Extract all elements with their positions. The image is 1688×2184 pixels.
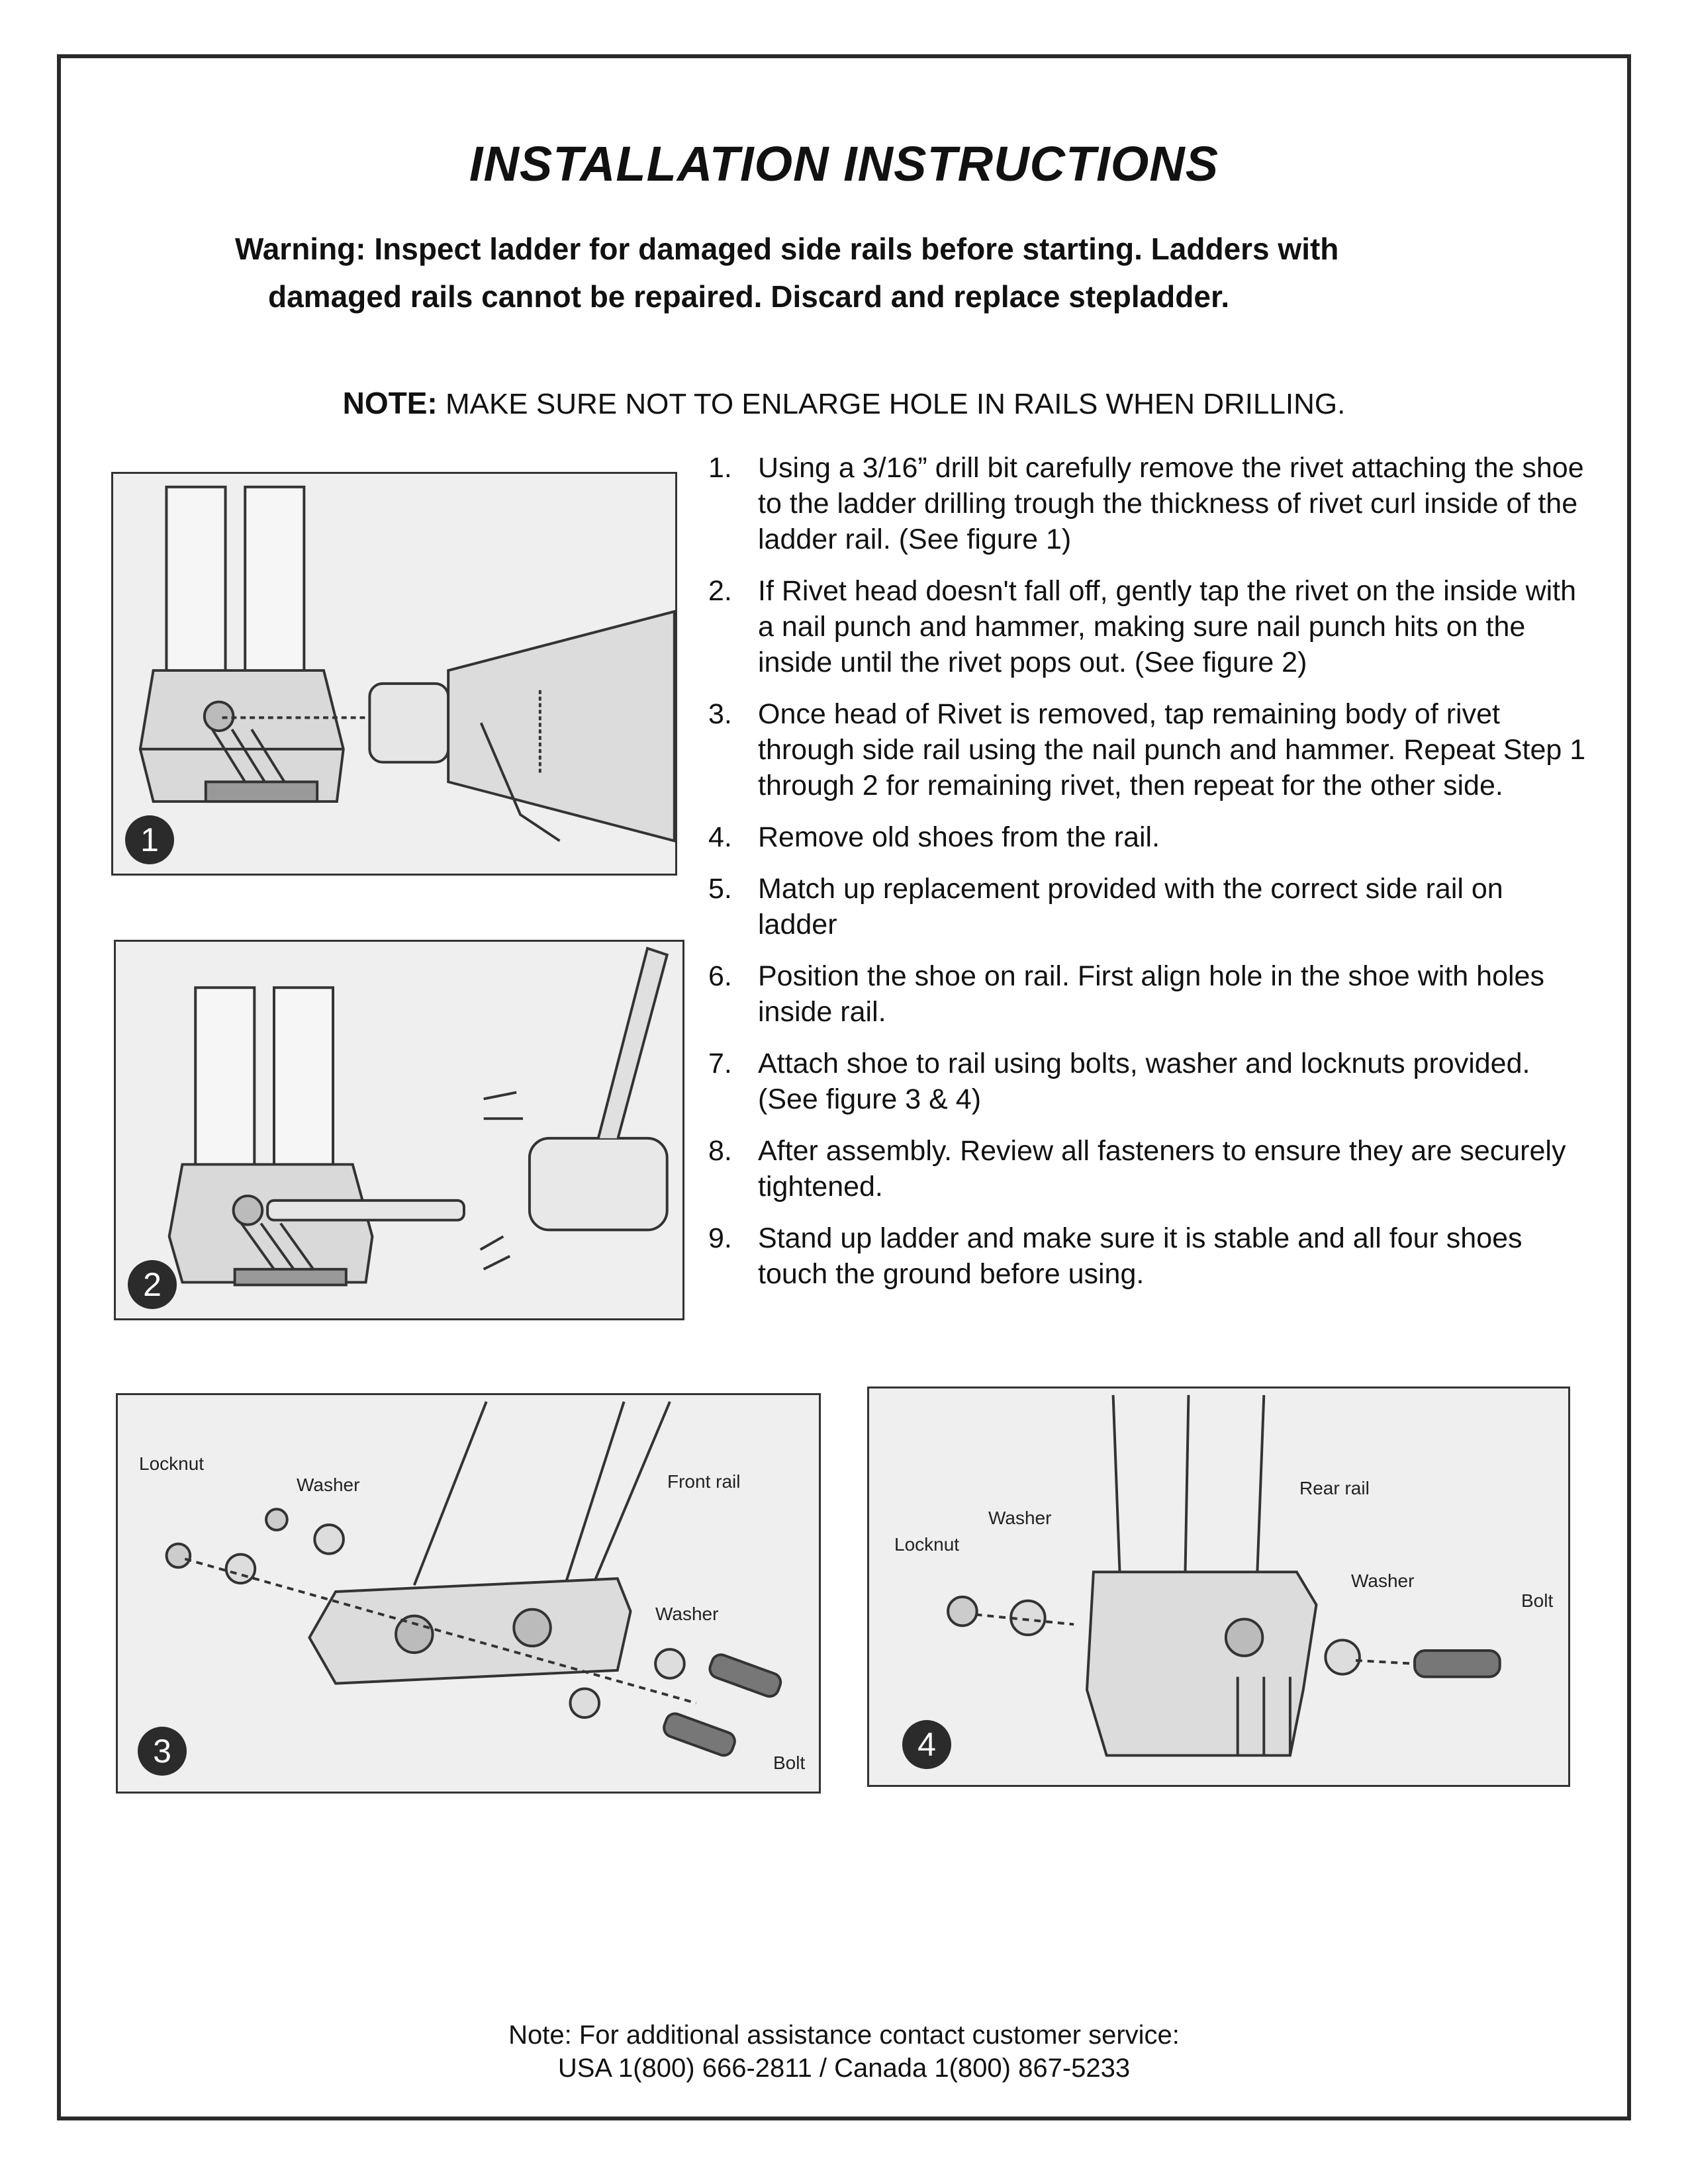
figure-3-front-rail-assembly bbox=[116, 1393, 821, 1794]
hammer-illustration bbox=[116, 942, 682, 1318]
step-number: 7. bbox=[708, 1048, 732, 1079]
step-item bbox=[702, 1133, 1589, 1205]
instruction-steps bbox=[702, 450, 1589, 1308]
step-text: Match up replacement provided with the correct side rail on ladder bbox=[758, 873, 1503, 940]
washer-label: Washer bbox=[988, 1508, 1052, 1528]
bolt-label: Bolt bbox=[1521, 1590, 1554, 1611]
figure-2-punching bbox=[114, 940, 684, 1320]
step-text: Remove old shoes from the rail. bbox=[758, 821, 1160, 853]
step-number: 1. bbox=[708, 452, 732, 484]
step-item bbox=[702, 450, 1589, 557]
figure-badge: 4 bbox=[902, 1720, 951, 1769]
step-item bbox=[702, 871, 1589, 942]
step-text: Using a 3/16” drill bit carefully remove the rivet attaching the shoe to the ladder drilling trough the thickness of rivet curl inside of the ladder rail. (See figure 1) bbox=[758, 452, 1584, 555]
figure-badge: 3 bbox=[138, 1727, 187, 1776]
rear-rail-exploded-view bbox=[869, 1388, 1568, 1785]
bolt-label: Bolt bbox=[773, 1752, 806, 1773]
warning-line-1: Warning: Inspect ladder for damaged side rails before starting. Ladders with bbox=[235, 232, 1339, 266]
figure-badge: 1 bbox=[125, 815, 174, 864]
step-number: 4. bbox=[708, 821, 732, 853]
figure-4-rear-rail-assembly bbox=[867, 1387, 1570, 1787]
washer-label: Washer bbox=[655, 1604, 719, 1624]
drilling-note bbox=[0, 385, 1688, 421]
step-text: If Rivet head doesn't fall off, gently tap the rivet on the inside with a nail punch and hammer, making sure nail punch hits on the inside until the rivet pops out. (See figure 2) bbox=[758, 575, 1577, 678]
step-number: 8. bbox=[708, 1135, 732, 1167]
figure-badge: 2 bbox=[128, 1260, 177, 1309]
step-text: Once head of Rivet is removed, tap remaining body of rivet through side rail using the nail punch and hammer. Repeat Step 1 through 2 for remaining rivet, then repeat for the other side. bbox=[758, 698, 1586, 801]
step-item bbox=[702, 573, 1589, 680]
customer-service-note bbox=[0, 2019, 1688, 2085]
step-item bbox=[702, 1046, 1589, 1117]
note-text: MAKE SURE NOT TO ENLARGE HOLE IN RAILS WHEN DRILLING. bbox=[437, 388, 1346, 420]
drill-illustration bbox=[113, 474, 675, 874]
rear-rail-label: Rear rail bbox=[1299, 1478, 1370, 1498]
step-number: 6. bbox=[708, 960, 732, 992]
step-number: 2. bbox=[708, 575, 732, 607]
warning-text bbox=[235, 225, 1493, 320]
step-number: 5. bbox=[708, 873, 732, 905]
warning-line-2: damaged rails cannot be repaired. Discard and replace stepladder. bbox=[268, 279, 1230, 314]
figure-1-drilling bbox=[111, 472, 677, 876]
note-label: NOTE: bbox=[342, 386, 438, 420]
step-item bbox=[702, 958, 1589, 1030]
page-title: INSTALLATION INSTRUCTIONS bbox=[469, 136, 1219, 191]
step-item bbox=[702, 696, 1589, 803]
washer-label: Washer bbox=[1351, 1570, 1415, 1591]
step-text: Stand up ladder and make sure it is stable and all four shoes touch the ground before using. bbox=[758, 1222, 1523, 1290]
locknut-label: Locknut bbox=[894, 1534, 960, 1555]
step-item bbox=[702, 1220, 1589, 1292]
front-rail-label: Front rail bbox=[667, 1471, 741, 1492]
front-rail-exploded-view bbox=[118, 1395, 819, 1792]
footer-line-1: Note: For additional assistance contact customer service: bbox=[508, 2021, 1180, 2050]
footer-line-2: USA 1(800) 666-2811 / Canada 1(800) 867-5233 bbox=[557, 2054, 1131, 2083]
step-number: 3. bbox=[708, 698, 732, 730]
step-number: 9. bbox=[708, 1222, 732, 1254]
step-text: Attach shoe to rail using bolts, washer and locknuts provided. (See figure 3 & 4) bbox=[758, 1048, 1530, 1115]
step-text: After assembly. Review all fasteners to ensure they are securely tightened. bbox=[758, 1135, 1566, 1203]
step-item bbox=[702, 819, 1589, 855]
locknut-label: Locknut bbox=[139, 1453, 205, 1474]
step-text: Position the shoe on rail. First align hole in the shoe with holes inside rail. bbox=[758, 960, 1544, 1028]
washer-label: Washer bbox=[297, 1475, 360, 1495]
